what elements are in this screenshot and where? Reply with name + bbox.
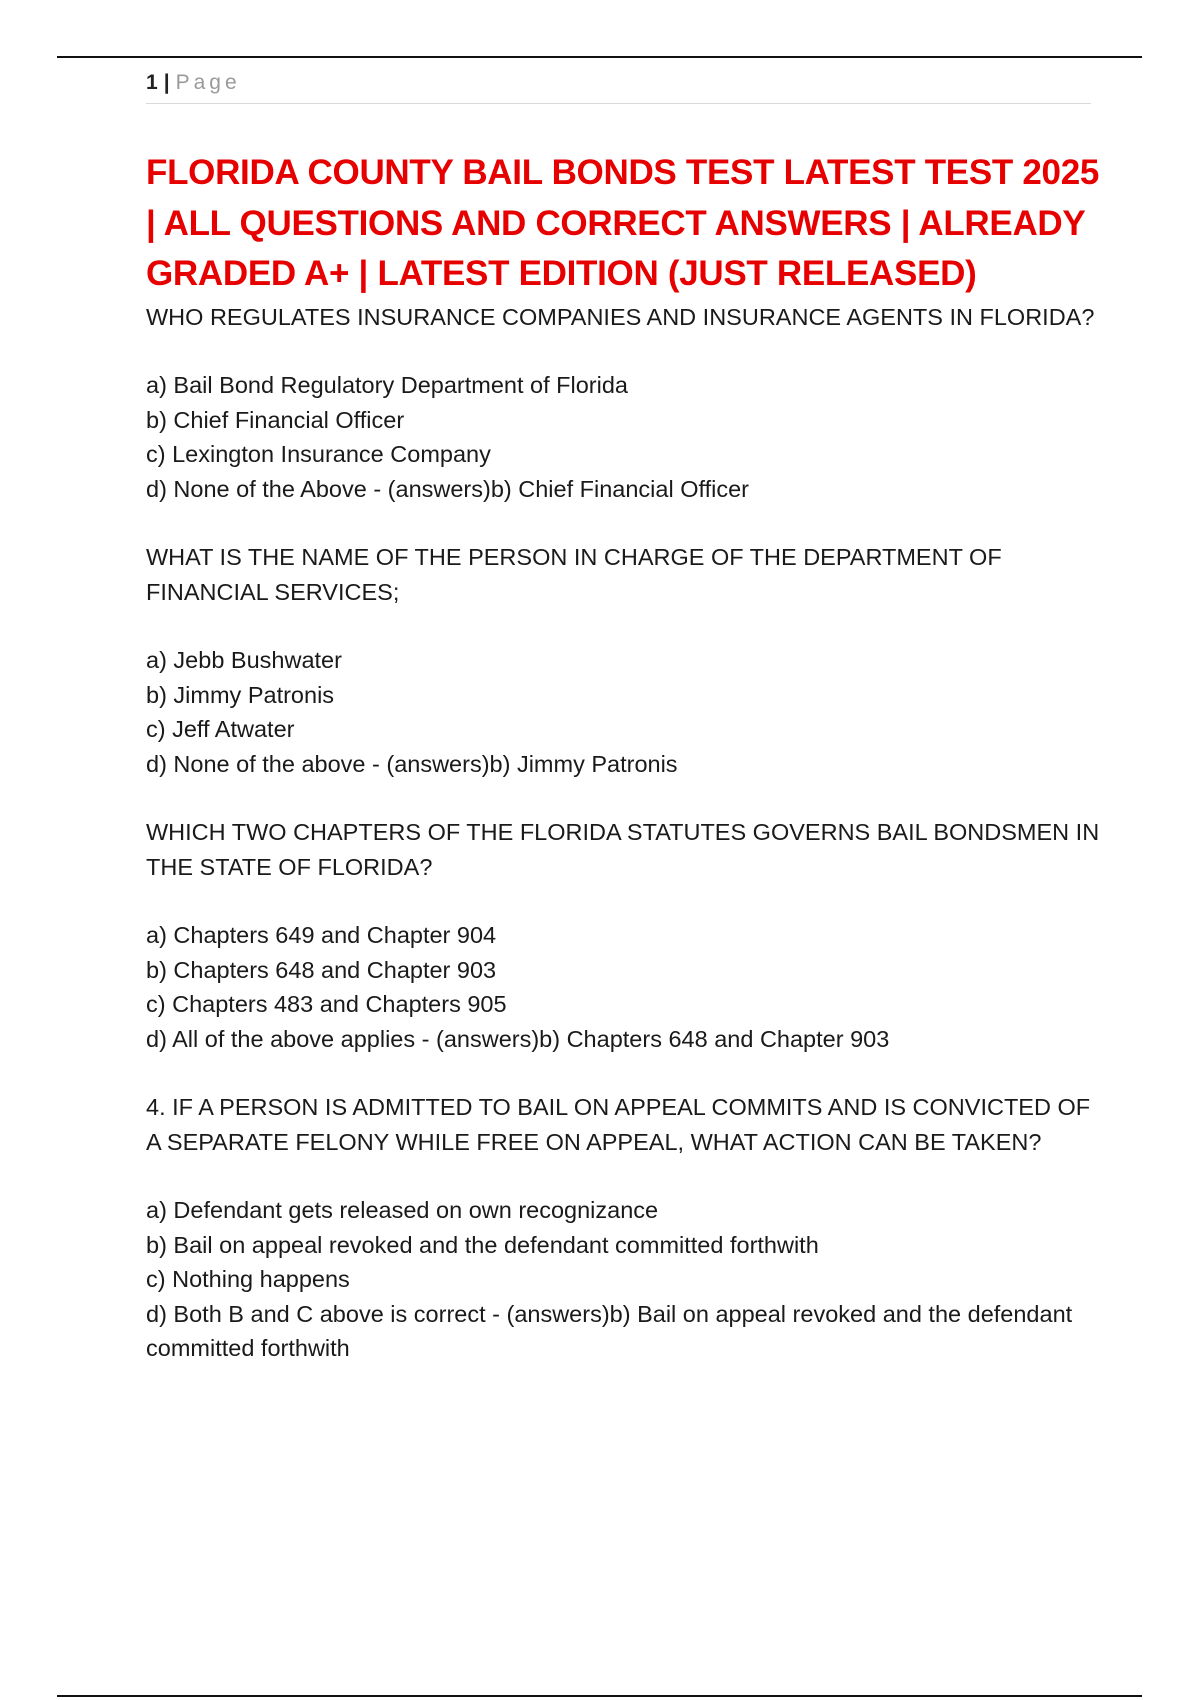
option-b: b) Jimmy Patronis — [146, 681, 335, 708]
option-d: d) None of the above - (answers)b) Jimmy Patronis — [146, 750, 678, 777]
option-list — [146, 368, 1106, 506]
option-c: c) Nothing happens — [146, 1266, 350, 1292]
option-c: c) Lexington Insurance Company — [146, 441, 491, 467]
option-b: b) Chief Financial Officer — [146, 406, 405, 433]
question-text: WHICH TWO CHAPTERS OF THE FLORIDA STATUTES GOVERNS BAIL BONDSMEN IN THE STATE OF FLORIDA? — [146, 819, 1100, 880]
page-label: Page — [175, 71, 241, 94]
option-list — [146, 1193, 1106, 1366]
option-a: a) Defendant gets released on own recognizance — [146, 1197, 659, 1223]
question-block-2 — [146, 540, 1106, 781]
option-a: a) Chapters 649 and Chapter 904 — [146, 922, 497, 948]
question-block-3 — [146, 815, 1106, 1056]
option-list — [146, 643, 1106, 781]
question-text: WHO REGULATES INSURANCE COMPANIES AND INSURANCE AGENTS IN FLORIDA? — [146, 303, 1095, 330]
question-text: 4. IF A PERSON IS ADMITTED TO BAIL ON APPEAL COMMITS AND IS CONVICTED OF A SEPARATE FELONY WHILE FREE ON APPEAL, WHAT ACTION CAN BE TAKEN? — [146, 1094, 1091, 1155]
option-c: c) Jeff Atwater — [146, 716, 295, 742]
option-list — [146, 918, 1106, 1056]
page-number: 1 — [146, 71, 158, 94]
bottom-rule — [57, 1695, 1142, 1697]
option-d: d) Both B and C above is correct - (answers)b) Bail on appeal revoked and the defendant committed forthwith — [146, 1300, 1073, 1361]
option-d: d) None of the Above - (answers)b) Chief Financial Officer — [146, 475, 750, 502]
question-block-4 — [146, 1090, 1106, 1366]
question-block-1 — [146, 300, 1106, 507]
document-body — [146, 148, 1106, 1366]
question-text: WHAT IS THE NAME OF THE PERSON IN CHARGE OF THE DEPARTMENT OF FINANCIAL SERVICES; — [146, 544, 1002, 605]
option-c: c) Chapters 483 and Chapters 905 — [146, 991, 507, 1017]
document-title: FLORIDA COUNTY BAIL BONDS TEST LATEST TEST 2025 | ALL QUESTIONS AND CORRECT ANSWERS | ALREADY GRADED A+ | LATEST EDITION (JUST RELEASED) — [146, 153, 1100, 293]
option-a: a) Jebb Bushwater — [146, 647, 342, 673]
page-header — [146, 70, 1091, 104]
option-d: d) All of the above applies - (answers)b) Chapters 648 and Chapter 903 — [146, 1025, 890, 1052]
option-b: b) Chapters 648 and Chapter 903 — [146, 956, 497, 983]
page-separator: | — [163, 71, 170, 94]
option-a: a) Bail Bond Regulatory Department of Florida — [146, 372, 628, 398]
option-b: b) Bail on appeal revoked and the defendant committed forthwith — [146, 1231, 819, 1258]
top-rule — [57, 56, 1142, 58]
